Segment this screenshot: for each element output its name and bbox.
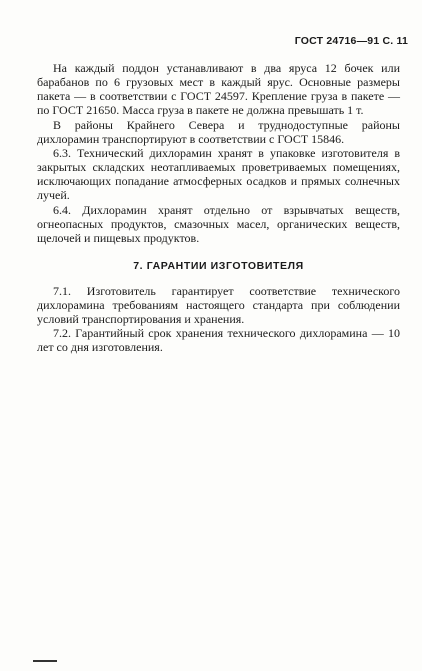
paragraph-pallet-loading: На каждый поддон устанавливают в два яруса 12 бочек или барабанов по 6 грузовых мест в каждый ярус. Основные размеры пакета — в соответствии с ГОСТ 24597. Крепление груза в пакете — по ГОСТ 21650. Масса груза в пакете не должна превышать 1 т. xyxy=(37,61,400,117)
paragraph-6-4-separate-storage: 6.4. Дихлорамин хранят отдельно от взрывчатых веществ, огнеопасных продуктов, смазочных масел, органических веществ, щелочей и пищевых продуктов. xyxy=(37,203,400,245)
paragraph-far-north-transport: В районы Крайнего Севера и труднодоступные районы дихлорамин транспортируют в соответствии с ГОСТ 15846. xyxy=(37,117,400,146)
document-body xyxy=(37,62,400,356)
paragraph-6-3-storage: 6.3. Технический дихлорамин хранят в упаковке изготовителя в закрытых складских неотапливаемых проветриваемых помещениях, исключающих попадание атмосферных осадков и прямых солнечных лучей. xyxy=(37,146,400,203)
page-header: ГОСТ 24716—91 С. 11 xyxy=(294,35,408,47)
paragraph-7-2-shelf-life: 7.2. Гарантийный срок хранения технического дихлорамина — 10 лет со дня изготовления. xyxy=(37,326,400,355)
footer-rule xyxy=(33,660,57,662)
section-title-warranty: 7. ГАРАНТИИ ИЗГОТОВИТЕЛЯ xyxy=(133,259,304,272)
paragraph-7-1-warranty: 7.1. Изготовитель гарантирует соответствие технического дихлорамина требованиям настоящего стандарта при соблюдении условий транспортирования и хранения. xyxy=(37,283,400,326)
